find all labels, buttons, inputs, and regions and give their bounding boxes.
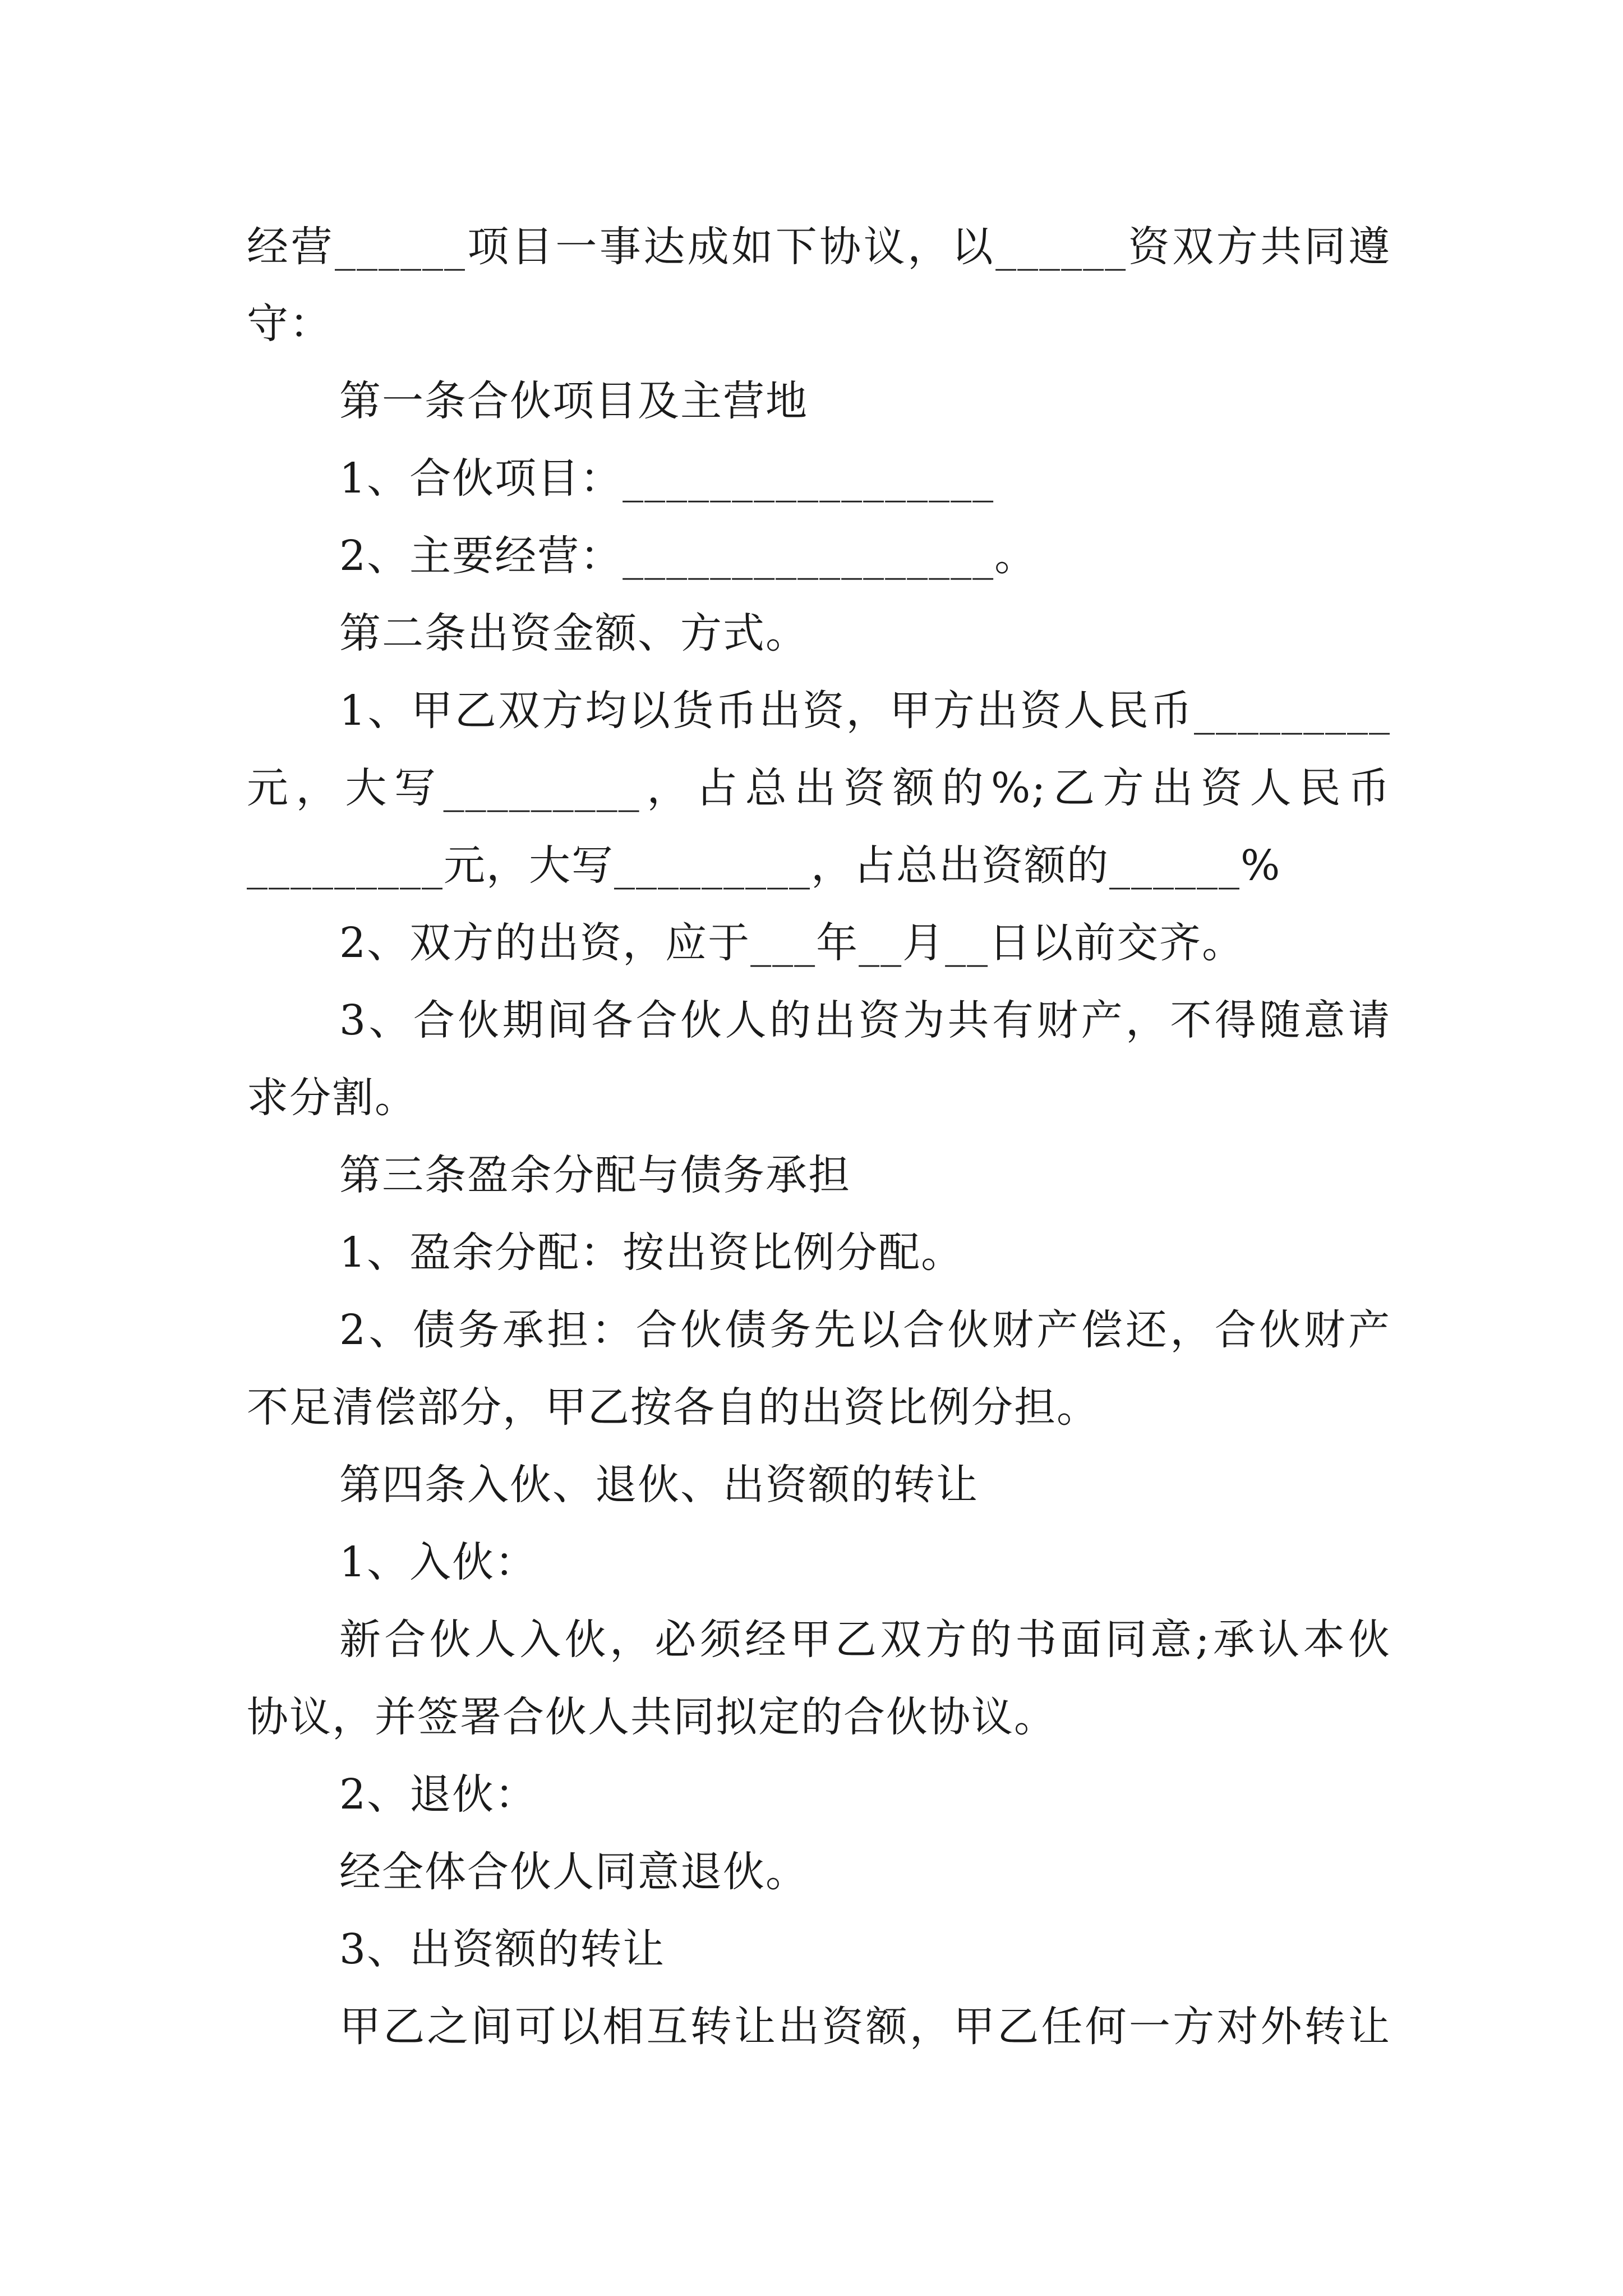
text-line: 经全体合伙人同意退伙。 [339, 1848, 808, 1896]
text-line: 2、退伙： [339, 1770, 538, 1819]
text-line: 1、合伙项目：_________________ [339, 454, 995, 503]
text-line: 协议，并签署合伙人共同拟定的合伙协议。 [247, 1693, 1057, 1741]
text-line: 元，大写_________，占总出资额的%;乙方出资人民币 [247, 764, 1391, 812]
section-heading: 第三条盈余分配与债务承担 [339, 1151, 851, 1199]
text-line: 3、合伙期间各合伙人的出资为共有财产，不得随意请 [339, 996, 1391, 1045]
text-line: 1、盈余分配：按出资比例分配。 [339, 1228, 964, 1277]
text-line: 2、债务承担：合伙债务先以合伙财产偿还，合伙财产 [339, 1306, 1391, 1354]
text-line: 2、主要经营：_________________。 [339, 532, 1038, 580]
text-line: _________元，大写_________，占总出资额的______% [247, 841, 1281, 890]
text-line: 2、双方的出资，应于___年__月__日以前交齐。 [339, 919, 1245, 967]
text-line: 3、出资额的转让 [339, 1925, 666, 1973]
text-line: 不足清偿部分，甲乙按各自的出资比例分担。 [247, 1383, 1099, 1432]
section-heading: 第一条合伙项目及主营地 [339, 377, 808, 425]
text-line: 新合伙人入伙，必须经甲乙双方的书面同意;承认本伙 [339, 1616, 1391, 1664]
text-line: 求分割。 [247, 1074, 417, 1122]
text-line: 守： [247, 300, 332, 348]
text-line: 1、入伙： [339, 1538, 538, 1586]
section-heading: 第二条出资金额、方式。 [339, 609, 808, 657]
section-heading: 第四条入伙、退伙、出资额的转让 [339, 1461, 979, 1509]
text-line: 1、甲乙双方均以货币出资，甲方出资人民币_________ [339, 687, 1391, 735]
text-line: 甲乙之间可以相互转让出资额，甲乙任何一方对外转让 [339, 2003, 1391, 2051]
text-line: 经营______项目一事达成如下协议，以______资双方共同遵 [247, 223, 1391, 271]
